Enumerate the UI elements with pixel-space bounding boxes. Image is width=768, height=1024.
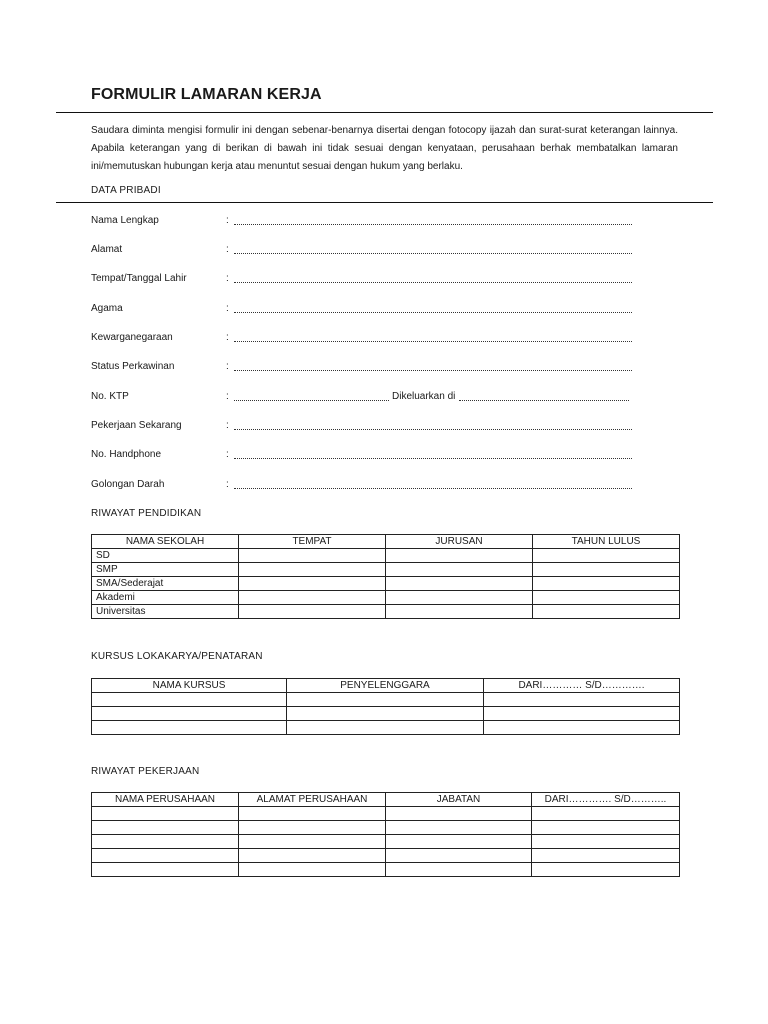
field-row-no-handphone — [91, 449, 636, 463]
table-cell[interactable] — [484, 707, 680, 721]
table-cell[interactable] — [92, 863, 239, 877]
table-row — [92, 591, 680, 605]
table-cell[interactable] — [386, 863, 532, 877]
table-cell[interactable] — [239, 563, 386, 577]
field-blank-agama[interactable] — [234, 312, 632, 313]
field-label: No. KTP — [91, 391, 129, 402]
field-label: Agama — [91, 303, 123, 314]
field-row-nama-lengkap — [91, 215, 636, 229]
table-row — [92, 863, 680, 877]
table-cell[interactable] — [533, 563, 680, 577]
table-row — [92, 849, 680, 863]
field-row-pekerjaan-sekarang — [91, 420, 636, 434]
field-label: Tempat/Tanggal Lahir — [91, 273, 187, 284]
table-cell[interactable] — [386, 835, 532, 849]
row-label-cell[interactable]: SMP — [92, 563, 239, 577]
field-colon: : — [226, 391, 229, 402]
table-cell[interactable] — [484, 693, 680, 707]
table-row — [92, 835, 680, 849]
field-blank-status-perkawinan[interactable] — [234, 370, 632, 371]
field-label: Status Perkawinan — [91, 361, 175, 372]
column-header-jabatan: JABATAN — [386, 793, 532, 807]
table-cell[interactable] — [239, 807, 386, 821]
field-row-status-perkawinan — [91, 361, 636, 375]
table-cell[interactable] — [484, 721, 680, 735]
column-header-nama-kursus: NAMA KURSUS — [92, 679, 287, 693]
field-label: Golongan Darah — [91, 479, 165, 490]
column-header-tahun-lulus: TAHUN LULUS — [533, 535, 680, 549]
table-cell[interactable] — [239, 849, 386, 863]
row-label-cell[interactable]: SMA/Sederajat — [92, 577, 239, 591]
table-cell[interactable] — [92, 849, 239, 863]
field-row-kewarganegaraan — [91, 332, 636, 346]
field-blank-alamat[interactable] — [234, 253, 632, 254]
table-cell[interactable] — [532, 835, 680, 849]
table-cell[interactable] — [386, 577, 533, 591]
table-cell[interactable] — [92, 821, 239, 835]
field-colon: : — [226, 361, 229, 372]
data-pribadi-heading: DATA PRIBADI — [91, 185, 161, 196]
table-cell[interactable] — [386, 849, 532, 863]
table-cell[interactable] — [239, 821, 386, 835]
field-colon: : — [226, 332, 229, 343]
course-table — [91, 678, 680, 735]
field-colon: : — [226, 244, 229, 255]
field-label: Pekerjaan Sekarang — [91, 420, 182, 431]
form-title: FORMULIR LAMARAN KERJA — [91, 86, 322, 103]
field-label: Nama Lengkap — [91, 215, 159, 226]
table-row — [92, 549, 680, 563]
table-cell[interactable] — [92, 835, 239, 849]
field-row-agama — [91, 303, 636, 317]
field-blank-nama-lengkap[interactable] — [234, 224, 632, 225]
table-cell[interactable] — [287, 693, 484, 707]
column-header-nama-perusahaan: NAMA PERUSAHAAN — [92, 793, 239, 807]
table-cell[interactable] — [386, 563, 533, 577]
table-cell[interactable] — [533, 577, 680, 591]
row-label-cell[interactable]: Akademi — [92, 591, 239, 605]
column-header-tempat: TEMPAT — [239, 535, 386, 549]
table-cell[interactable] — [239, 605, 386, 619]
field-label: Kewarganegaraan — [91, 332, 173, 343]
field-row-alamat — [91, 244, 636, 258]
field-colon: : — [226, 479, 229, 490]
column-header-nama-sekolah: NAMA SEKOLAH — [92, 535, 239, 549]
data-pribadi-divider — [56, 202, 713, 203]
table-row — [92, 707, 680, 721]
ktp-issued-label: Dikeluarkan di — [392, 391, 456, 402]
column-header-alamat-perusahaan: ALAMAT PERUSAHAAN — [239, 793, 386, 807]
pendidikan-heading: RIWAYAT PENDIDIKAN — [91, 508, 202, 519]
column-header-dari-s-d: DARI…………. S/D……….. — [532, 793, 680, 807]
table-cell[interactable] — [386, 549, 533, 563]
field-blank-no-handphone[interactable] — [234, 458, 632, 459]
row-label-cell[interactable]: SD — [92, 549, 239, 563]
field-blank-tempat-tanggal-lahir[interactable] — [234, 282, 632, 283]
table-row — [92, 807, 680, 821]
table-cell[interactable] — [533, 549, 680, 563]
table-cell[interactable] — [239, 835, 386, 849]
table-cell[interactable] — [386, 807, 532, 821]
table-cell[interactable] — [386, 605, 533, 619]
column-header-penyelenggara: PENYELENGGARA — [287, 679, 484, 693]
field-label: No. Handphone — [91, 449, 162, 460]
field-colon: : — [226, 303, 229, 314]
table-cell[interactable] — [386, 591, 533, 605]
table-cell[interactable] — [532, 821, 680, 835]
table-cell[interactable] — [92, 707, 287, 721]
table-cell[interactable] — [287, 707, 484, 721]
education-table — [91, 534, 680, 619]
title-divider — [56, 112, 713, 113]
field-colon: : — [226, 420, 229, 431]
field-row-no-ktp — [91, 391, 636, 405]
field-row-tempat-tanggal-lahir — [91, 273, 636, 287]
table-cell[interactable] — [239, 591, 386, 605]
ktp-issued-blank[interactable] — [459, 400, 629, 401]
table-row — [92, 563, 680, 577]
table-row — [92, 577, 680, 591]
field-blank-golongan-darah[interactable] — [234, 488, 632, 489]
ktp-number-blank[interactable] — [234, 400, 389, 401]
table-cell[interactable] — [533, 591, 680, 605]
field-colon: : — [226, 215, 229, 226]
table-row — [92, 821, 680, 835]
table-cell[interactable] — [239, 549, 386, 563]
field-colon: : — [226, 273, 229, 284]
intro-paragraph: Saudara diminta mengisi formulir ini dengan sebenar-benarnya disertai dengan fotocopy ijazah dan surat-surat keterangan lainnya. Apabila keterangan yang di berikan di bawah ini tidak sesuai dengan kenyataan, perusahaan berhak membatalkan lamaran ini/memutuskan hubungan kerja atau menuntut sesuai dengan hukum yang berlaku. — [91, 125, 678, 172]
field-colon: : — [226, 449, 229, 460]
field-blank-pekerjaan-sekarang[interactable] — [234, 429, 632, 430]
pekerjaan-heading: RIWAYAT PEKERJAAN — [91, 766, 200, 777]
table-cell[interactable] — [533, 605, 680, 619]
table-cell[interactable] — [92, 807, 239, 821]
table-cell[interactable] — [532, 807, 680, 821]
kursus-heading: KURSUS LOKAKARYA/PENATARAN — [91, 651, 263, 662]
row-label-cell[interactable]: Universitas — [92, 605, 239, 619]
table-row — [92, 605, 680, 619]
field-label: Alamat — [91, 244, 123, 255]
table-cell[interactable] — [92, 721, 287, 735]
field-blank-kewarganegaraan[interactable] — [234, 341, 632, 342]
table-cell[interactable] — [239, 577, 386, 591]
table-cell[interactable] — [532, 863, 680, 877]
table-cell[interactable] — [92, 693, 287, 707]
field-row-golongan-darah — [91, 479, 636, 493]
work-history-table — [91, 792, 680, 877]
table-cell[interactable] — [287, 721, 484, 735]
table-cell[interactable] — [239, 863, 386, 877]
table-cell[interactable] — [532, 849, 680, 863]
column-header-dari-s-d: DARI………… S/D…………. — [484, 679, 680, 693]
table-row — [92, 721, 680, 735]
table-cell[interactable] — [386, 821, 532, 835]
table-row — [92, 693, 680, 707]
column-header-jurusan: JURUSAN — [386, 535, 533, 549]
